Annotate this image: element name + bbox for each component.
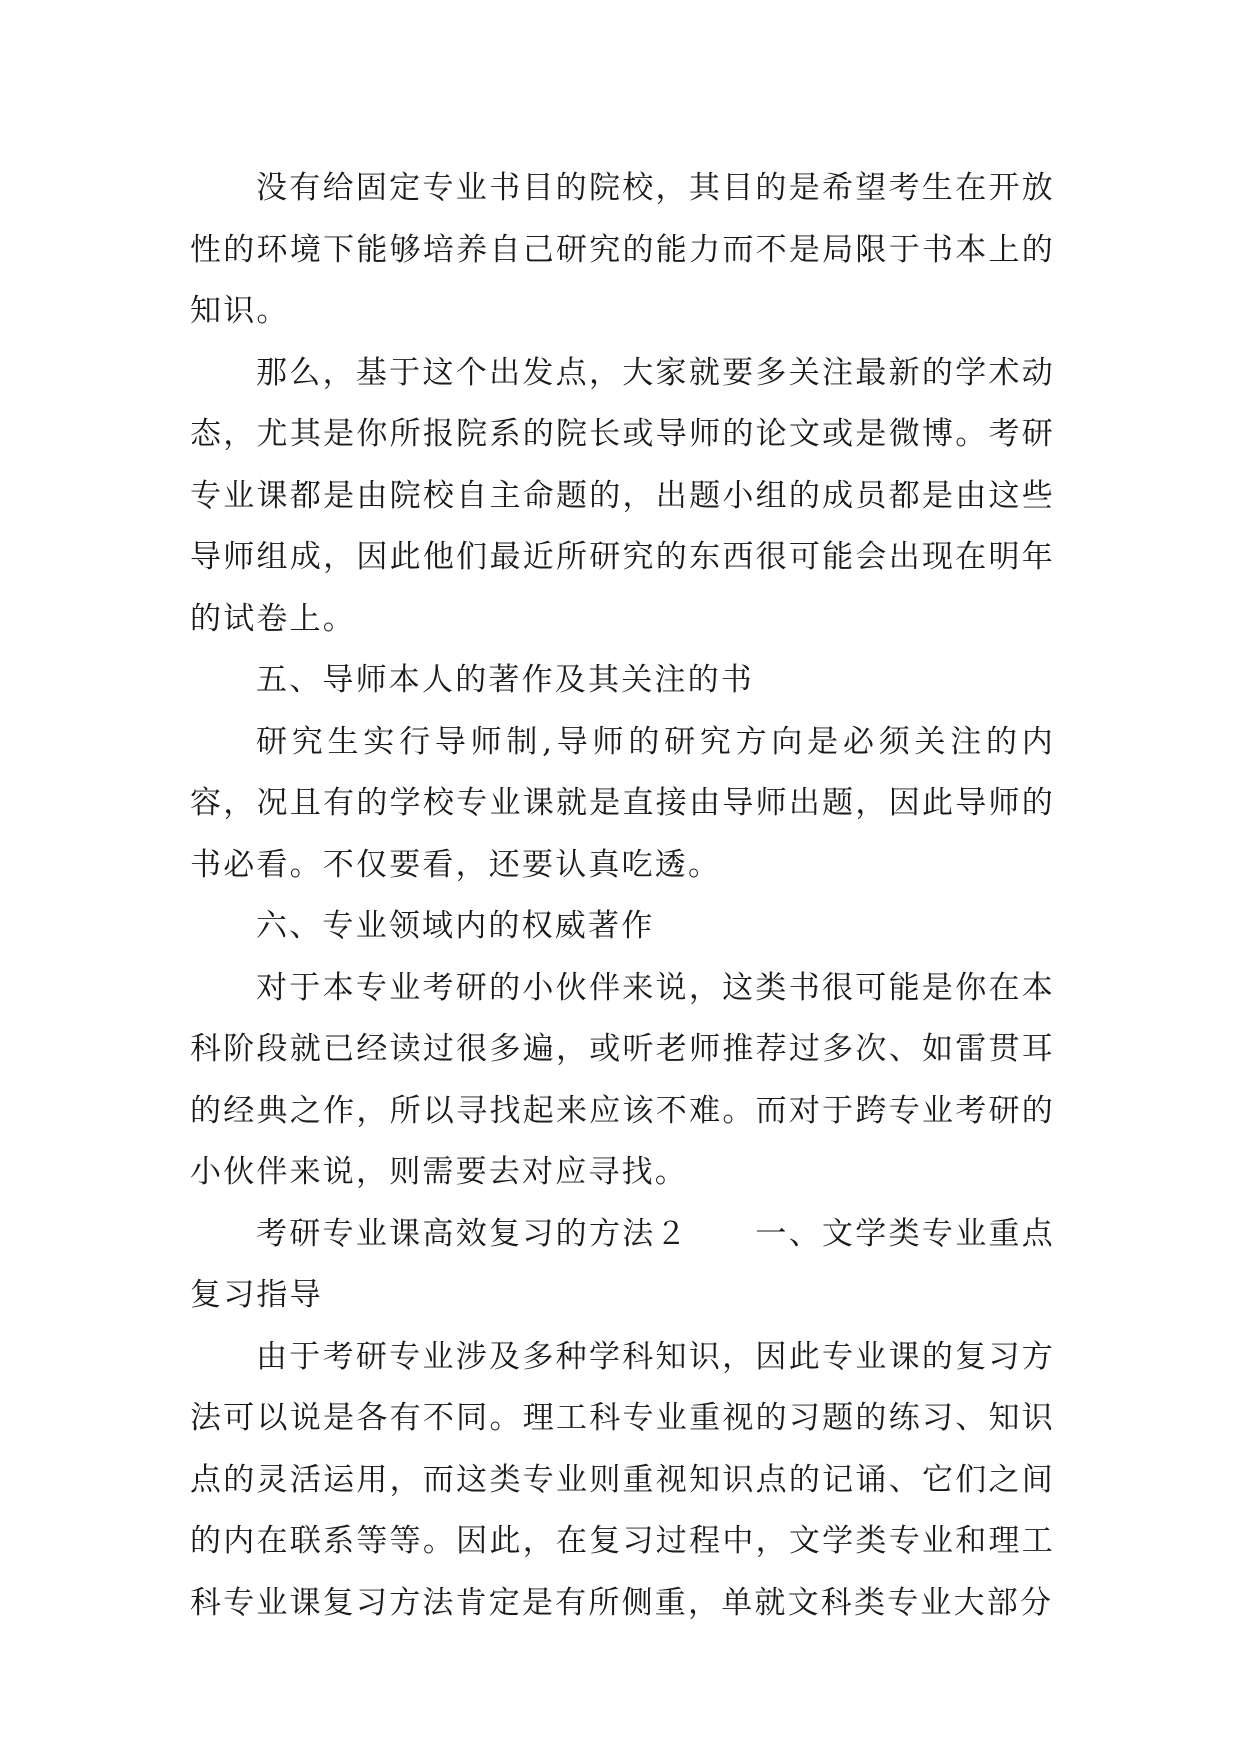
paragraph: 没有给固定专业书目的院校，其目的是希望考生在开放性的环境下能够培养自己研究的能力而不是局限于书本上的知识。: [190, 170, 1055, 329]
section-heading: 六、专业领域内的权威著作: [256, 908, 655, 944]
section-heading: 五、导师本人的著作及其关注的书: [256, 662, 754, 698]
paragraph: 那么，基于这个出发点，大家就要多关注最新的学术动态，尤其是你所报院系的院长或导师的论文或是微博。考研专业课都是由院校自主命题的，出题小组的成员都是由这些导师组成，因此他们最近所研究的东西很可能会出现在明年的试卷上。: [190, 354, 1055, 637]
section-heading: 考研专业课高效复习的方法２ 一、文学类专业重点复习指导: [190, 1215, 1055, 1313]
paragraph: 对于本专业考研的小伙伴来说，这类书很可能是你在本科阶段就已经读过很多遍，或听老师推荐过多次、如雷贯耳的经典之作，所以寻找起来应该不难。而对于跨专业考研的小伙伴来说，则需要去对应寻找。: [190, 969, 1055, 1190]
paragraph: 研究生实行导师制,导师的研究方向是必须关注的内容，况且有的学校专业课就是直接由导师出题，因此导师的书必看。不仅要看，还要认真吃透。: [190, 723, 1055, 883]
paragraph: 由于考研专业涉及多种学科知识，因此专业课的复习方法可以说是各有不同。理工科专业重视的习题的练习、知识点的灵活运用，而这类专业则重视知识点的记诵、它们之间的内在联系等等。因此，在复习过程中，文学类专业和理工科专业课复习方法肯定是有所侧重，单就文科类专业大部分: [190, 1338, 1055, 1621]
document-body: [190, 158, 1055, 1634]
